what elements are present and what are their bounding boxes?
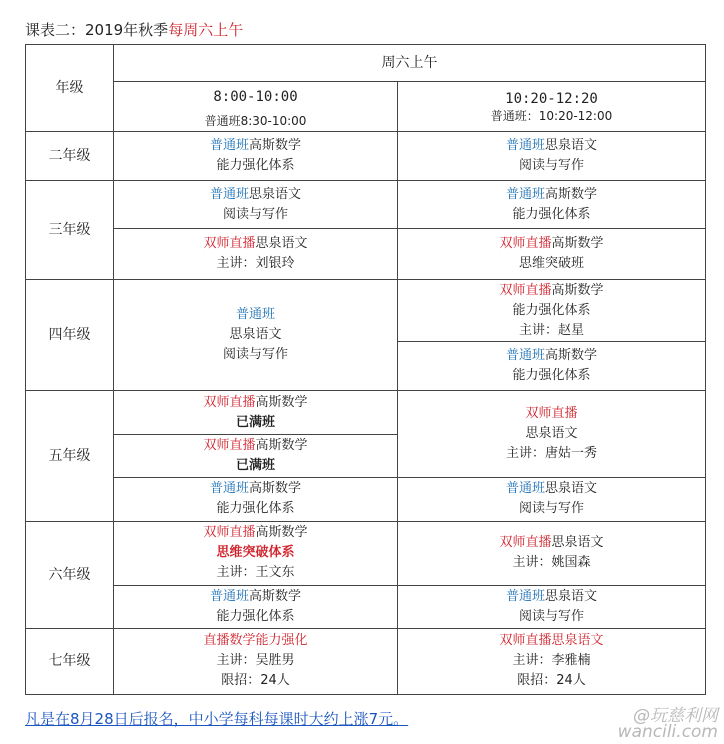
course-cell [398,585,706,628]
course-name: 思泉语文 [249,186,302,202]
course-cell [398,391,706,477]
grade-7: 七年级 [26,628,114,694]
enrollment-limit: 限招：24人 [221,673,290,689]
course-cell [398,229,706,280]
class-type-tag: 双师直播 [203,394,256,410]
course-teacher: 主讲：王文东 [216,565,295,581]
course-line [114,393,397,413]
course-cell [114,434,398,477]
course-cell [114,391,398,434]
grade-3: 三年级 [26,181,114,280]
class-type-tag: 普通班 [505,588,545,604]
class-type-tag: 普通班 [505,138,545,154]
grade-4: 四年级 [26,280,114,391]
class-type-tag: 双师直播 [499,236,552,252]
class-type-tag: 普通班 [209,481,249,497]
course-line [398,281,705,301]
header-session: 周六上午 [114,45,706,82]
course-line [398,587,705,607]
course-detail: 主讲：刘银玲 [216,256,295,272]
course-name: 高斯数学 [255,394,308,410]
slot1-regular-time: 普通班8:30-10:00 [204,114,307,129]
course-cell [114,585,398,628]
slot1-time: 8:00-10:00 [213,89,298,106]
course-line [114,436,397,456]
class-type-tag: 双师直播 [525,406,578,422]
grade-2: 二年级 [26,132,114,181]
header-slot2 [398,82,706,132]
course-line [398,185,705,205]
course-detail: 能力强化体系 [216,501,295,517]
watermark-domain: wancili.com [617,722,718,742]
course-name: 思泉语文 [545,138,598,154]
course-name: 高斯数学 [249,138,302,154]
course-cell [398,521,706,585]
course-teacher: 主讲：姚国森 [512,555,591,571]
class-type-tag: 双师直播 [499,282,552,298]
full-badge: 已满班 [235,414,275,430]
course-cell [114,132,398,181]
schedule-table [25,44,706,695]
course-name: 思泉语文 [545,481,598,497]
course-name: 思泉语文 [525,426,578,442]
course-detail: 思维突破体系 [216,545,295,561]
course-detail: 阅读与写作 [518,608,584,624]
course-line [114,479,397,499]
course-line [114,523,397,543]
course-name: 高斯数学 [249,588,302,604]
slot2-time: 10:20-12:20 [505,90,598,107]
course-name: 高斯数学 [551,282,604,298]
course-line [398,533,705,553]
course-detail: 阅读与写作 [518,501,584,517]
course-cell [114,229,398,280]
class-type-tag: 普通班 [209,138,249,154]
class-type-tag: 普通班 [209,588,249,604]
course-name: 高斯数学 [255,525,308,541]
full-badge: 已满班 [235,457,275,473]
course-line [398,136,705,156]
course-detail: 能力强化体系 [216,158,295,174]
schedule-caption [25,19,243,40]
course-line [398,346,705,366]
course-detail: 能力强化体系 [216,608,295,624]
course-detail: 阅读与写作 [222,347,288,363]
course-name: 高斯数学 [249,481,302,497]
class-type-tag: 普通班 [235,307,275,323]
course-line [114,185,397,205]
course-name: 高斯数学 [545,186,598,202]
course-detail: 阅读与写作 [222,206,288,222]
course-cell [398,628,706,694]
header-slot1 [114,82,398,132]
course-cell [398,280,706,342]
course-cell [114,181,398,229]
class-type-tag: 双师直播 [203,236,256,252]
caption-prefix: 课表二：2019年秋季 [25,21,169,39]
slot2-regular-time: 普通班：10:20-12:00 [490,108,613,123]
course-teacher: 主讲：唐姑一秀 [505,446,597,462]
caption-highlight: 每周六上午 [168,21,244,39]
course-teacher: 主讲：李雅楠 [512,653,591,669]
course-line [114,234,397,254]
enrollment-limit: 限招：24人 [517,673,586,689]
course-cell [114,477,398,521]
grade-6: 六年级 [26,521,114,628]
course-teacher: 主讲：吴胜男 [216,653,295,669]
class-type-tag: 双师直播 [203,437,256,453]
course-teacher: 主讲：赵星 [518,322,584,338]
class-type-tag: 双师直播思泉语文 [499,633,604,649]
course-name: 思泉语文 [229,327,282,343]
course-cell [398,181,706,229]
class-type-tag: 双师直播 [499,535,552,551]
grade-5: 五年级 [26,391,114,521]
class-type-tag: 普通班 [505,348,545,364]
class-type-tag: 双师直播 [203,525,256,541]
course-cell [398,132,706,181]
course-name: 思泉语文 [255,236,308,252]
course-line [114,587,397,607]
class-type-tag: 普通班 [505,481,545,497]
course-detail: 能力强化体系 [512,368,591,384]
course-detail: 阅读与写作 [518,158,584,174]
class-type-tag: 普通班 [505,186,545,202]
course-cell [398,342,706,391]
course-name: 高斯数学 [551,236,604,252]
course-cell [398,477,706,521]
course-line [398,479,705,499]
course-cell [114,521,398,585]
course-detail: 能力强化体系 [512,302,591,318]
course-cell [114,628,398,694]
course-detail: 能力强化体系 [512,206,591,222]
course-name: 思泉语文 [551,535,604,551]
price-notice-link[interactable]: 凡是在8月28日后报名，中小学每科每课时大约上涨7元。 [25,710,409,728]
course-line [398,234,705,254]
class-type-tag: 普通班 [209,186,249,202]
class-type-tag: 直播数学能力强化 [203,633,308,649]
course-name: 高斯数学 [545,348,598,364]
course-detail: 思维突破班 [518,256,584,272]
course-cell [114,280,398,391]
course-name: 思泉语文 [545,588,598,604]
header-grade: 年级 [26,45,114,132]
course-line [114,136,397,156]
watermark-handle: @玩慈利网 [633,706,718,726]
course-name: 高斯数学 [255,437,308,453]
